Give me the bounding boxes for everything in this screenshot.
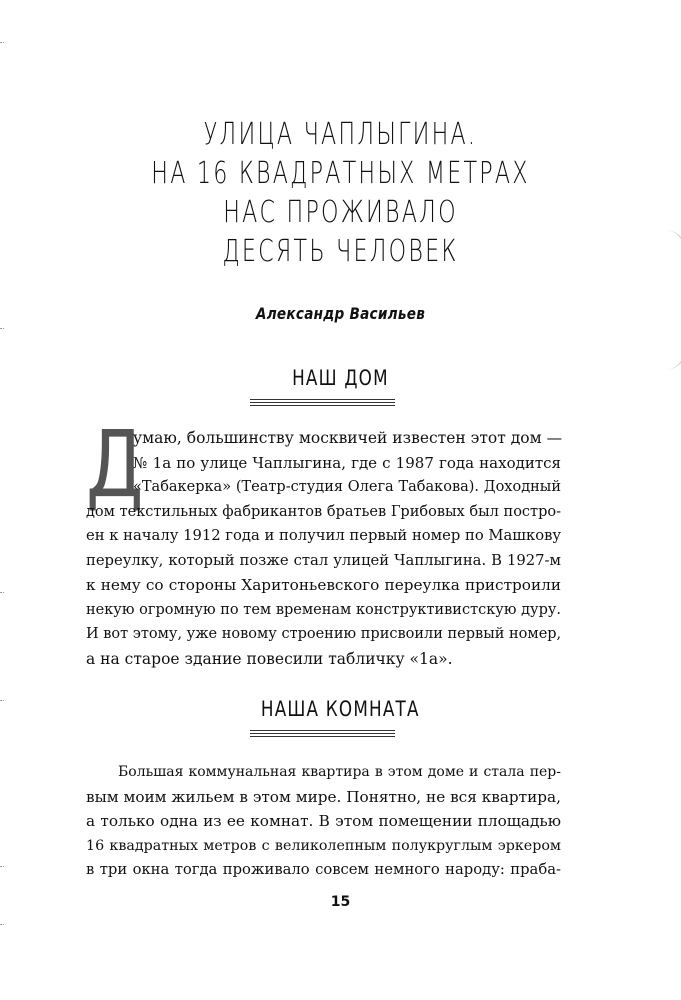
section-heading-label: НАША КОМНАТА xyxy=(261,697,420,721)
paragraph xyxy=(86,411,563,671)
title-line: НАС ПРОЖИВАЛО xyxy=(223,195,458,230)
edge-mark xyxy=(0,42,4,45)
text-line: № 1а по улице Чаплыгина, где с 1987 года находится xyxy=(133,453,561,472)
text-line: дом текстильных фабрикантов братьев Грибовых был постро- xyxy=(86,503,561,520)
heading-rule xyxy=(250,730,395,740)
text-line: умаю, большинству москвичей известен этот дом — xyxy=(133,429,563,447)
author-name: Александр Васильев xyxy=(255,304,426,323)
title-line: УЛИЦА ЧАПЛЫГИНА. xyxy=(203,117,478,152)
text-line: а только одна из ее комнат. В этом помещении площадью xyxy=(86,812,561,830)
text-line: И вот этому, уже новому строению присвоили первый номер, xyxy=(86,626,562,642)
text-line: «Табакерка» (Театр-студия Олега Табакова). Доходный xyxy=(133,479,561,495)
text-line: к нему со стороны Харитоньевского переулка пристроили xyxy=(86,576,561,594)
text-line: в три окна тогда проживало совсем немного народу: праба- xyxy=(86,861,561,878)
title-line: НА 16 КВАДРАТНЫХ МЕТРАХ xyxy=(151,156,530,191)
page-edge-curve xyxy=(665,230,681,370)
text-line: переулку, который позже стал улицей Чаплыгина. В 1927-м xyxy=(86,551,561,569)
heading-rule xyxy=(250,399,395,409)
paragraph xyxy=(86,760,561,883)
edge-mark xyxy=(0,328,4,331)
page-number: 15 xyxy=(330,894,351,910)
text-line: ен к началу 1912 года и получил первый номер по Машкову xyxy=(86,527,562,544)
edge-mark xyxy=(0,924,4,927)
drop-cap: Д xyxy=(86,411,144,518)
text-line: а на старое здание повесили табличку «1а». xyxy=(86,649,453,668)
edge-mark xyxy=(0,866,4,869)
section-heading xyxy=(0,366,681,390)
section-heading xyxy=(0,697,681,721)
text-line: некую огромную по тем временам конструктивистскую дуру. xyxy=(86,601,561,618)
text-line: вым моим жильем в этом мире. Понятно, не вся квартира, xyxy=(86,787,561,806)
section-heading-label: НАШ ДОМ xyxy=(292,366,389,390)
chapter-title xyxy=(89,115,593,271)
text-line: 16 квадратных метров с великолепным полукруглым эркером xyxy=(86,837,561,854)
edge-mark xyxy=(0,592,4,595)
title-line: ДЕСЯТЬ ЧЕЛОВЕК xyxy=(222,234,459,269)
text-line: Большая коммунальная квартира в этом доме и стала пер- xyxy=(118,764,561,780)
